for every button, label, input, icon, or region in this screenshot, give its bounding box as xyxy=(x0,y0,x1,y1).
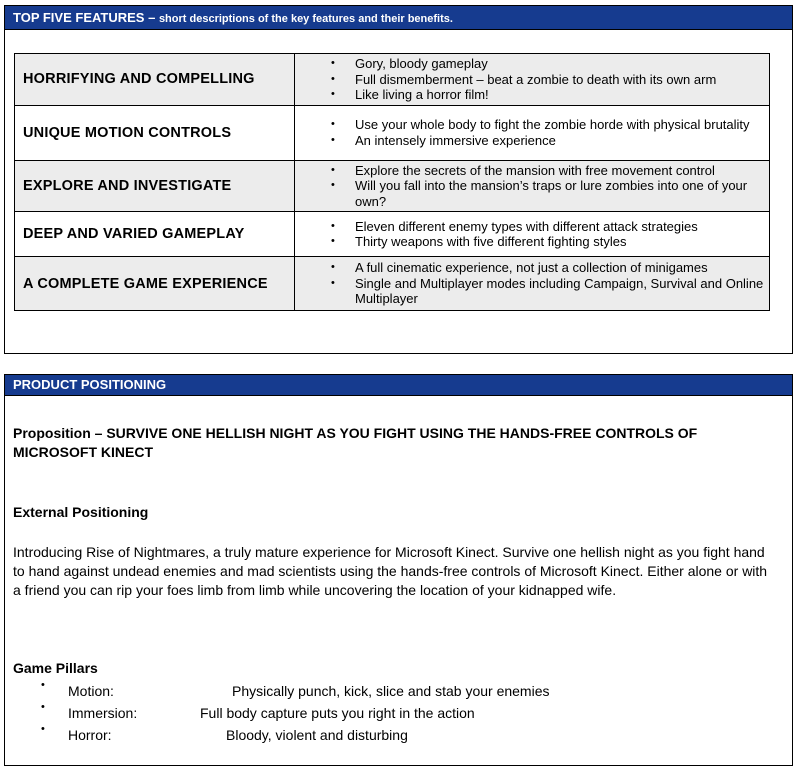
bullet-icon: • xyxy=(41,679,45,691)
feature-name: A COMPLETE GAME EXPERIENCE xyxy=(15,257,295,311)
feature-benefits xyxy=(295,212,770,257)
feature-bullet: • An intensely immersive experience xyxy=(295,133,765,149)
feature-bullet: • Full dismemberment – beat a zombie to death with its own arm xyxy=(295,72,765,88)
feature-bullet: • Will you fall into the mansion’s traps or lure zombies into one of your own? xyxy=(295,178,765,209)
features-section-header xyxy=(4,5,793,30)
feature-row xyxy=(15,160,770,212)
features-box xyxy=(4,30,793,354)
feature-benefits xyxy=(295,160,770,212)
pillar-item xyxy=(0,723,800,749)
proposition-text: Proposition – SURVIVE ONE HELLISH NIGHT AS YOU FIGHT USING THE HANDS-FREE CONTROLS OF MICROSOFT KINECT xyxy=(13,425,698,460)
feature-name: HORRIFYING AND COMPELLING xyxy=(15,54,295,106)
feature-bullet: • Use your whole body to fight the zombie horde with physical brutality xyxy=(295,117,765,133)
feature-row xyxy=(15,54,770,106)
feature-benefits xyxy=(295,54,770,106)
feature-name: DEEP AND VARIED GAMEPLAY xyxy=(15,212,295,257)
bullet-icon: • xyxy=(41,701,45,713)
feature-name: UNIQUE MOTION CONTROLS xyxy=(15,105,295,160)
feature-bullet: • Single and Multiplayer modes including Campaign, Survival and Online Multiplayer xyxy=(295,276,765,307)
positioning-section-header xyxy=(4,374,793,396)
external-positioning-body: Introducing Rise of Nightmares, a truly mature experience for Microsoft Kinect. Survive one hellish night as you fight hand to hand against undead enemies and mad scientists using the hands-free controls of Microsoft Kinect. Either alone or with a friend you can rip your foes limb from limb while uncovering the location of your kidnapped wife. xyxy=(13,544,768,598)
external-positioning-heading: External Positioning xyxy=(13,504,149,520)
features-table xyxy=(14,53,770,311)
feature-bullet: • Explore the secrets of the mansion with free movement control xyxy=(295,163,765,179)
pillar-description: Bloody, violent and disturbing xyxy=(226,727,408,743)
game-pillars-heading: Game Pillars xyxy=(13,660,98,676)
positioning-title: PRODUCT POSITIONING xyxy=(13,377,167,392)
feature-bullet: • Gory, bloody gameplay xyxy=(295,56,765,72)
feature-bullet: • A full cinematic experience, not just a collection of minigames xyxy=(295,260,765,276)
feature-row xyxy=(15,105,770,160)
pillar-description: Full body capture puts you right in the action xyxy=(200,705,475,721)
features-title: TOP FIVE FEATURES xyxy=(13,10,145,25)
feature-bullet: • Like living a horror film! xyxy=(295,87,765,103)
features-title-dash: – xyxy=(144,10,159,25)
features-subtitle: short descriptions of the key features and their benefits. xyxy=(158,13,453,25)
feature-row xyxy=(15,257,770,311)
feature-benefits xyxy=(295,257,770,311)
pillar-name: Motion: xyxy=(68,683,114,699)
feature-row xyxy=(15,212,770,257)
feature-benefits xyxy=(295,105,770,160)
feature-bullet: • Thirty weapons with five different fighting styles xyxy=(295,234,765,250)
feature-bullet: • Eleven different enemy types with different attack strategies xyxy=(295,219,765,235)
feature-name: EXPLORE AND INVESTIGATE xyxy=(15,160,295,212)
pillar-name: Horror: xyxy=(68,727,112,743)
pillar-item xyxy=(0,679,800,705)
pillar-item xyxy=(0,701,800,727)
bullet-icon: • xyxy=(41,723,45,735)
pillar-description: Physically punch, kick, slice and stab your enemies xyxy=(232,683,550,699)
pillar-name: Immersion: xyxy=(68,705,138,721)
